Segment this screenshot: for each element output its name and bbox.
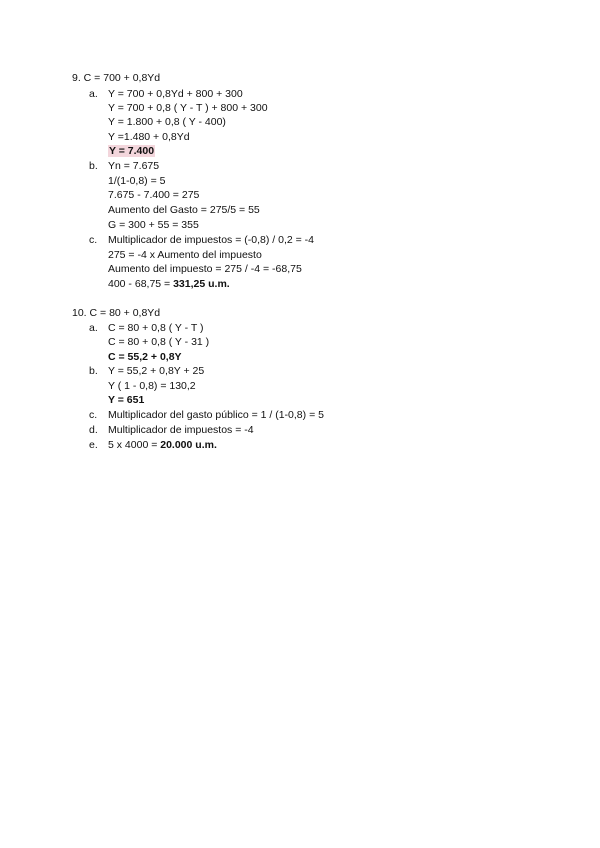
q9-b-line-3: 7.675 - 7.400 = 275 — [108, 189, 200, 201]
q9-c-line-3: Aumento del impuesto = 275 / -4 = -68,75 — [108, 263, 302, 275]
question-10-header: 10. C = 80 + 0,8Yd — [72, 307, 161, 319]
q10-b-result: Y = 651 — [108, 394, 145, 406]
q10-e-final-answer: 20.000 u.m. — [160, 439, 217, 451]
question-9-header: 9. C = 700 + 0,8Yd — [72, 72, 161, 84]
q10-c-line-1: Multiplicador del gasto público = 1 / (1-0,8) = 5 — [108, 409, 324, 421]
q10-b-line-2: Y ( 1 - 0,8) = 130,2 — [108, 380, 196, 392]
q10-e-line-1 — [108, 438, 217, 452]
q10-c-marker: c. — [89, 409, 98, 421]
q10-a-result: C = 55,2 + 0,8Y — [108, 351, 182, 363]
q9-a-marker: a. — [89, 88, 98, 100]
q9-a-result — [108, 144, 155, 158]
q9-b-marker: b. — [89, 160, 98, 172]
q10-b-line-1: Y = 55,2 + 0,8Y + 25 — [108, 365, 205, 377]
q9-c-marker: c. — [89, 234, 98, 246]
q9-b-line-4: Aumento del Gasto = 275/5 = 55 — [108, 204, 260, 216]
q10-d-line-1: Multiplicador de impuestos = -4 — [108, 424, 254, 436]
q10-a-marker: a. — [89, 322, 98, 334]
q9-a-line-2: Y = 700 + 0,8 ( Y - T ) + 800 + 300 — [108, 102, 268, 114]
q9-b-line-1: Yn = 7.675 — [108, 160, 160, 172]
q10-d-marker: d. — [89, 424, 98, 436]
q9-b-line-2: 1/(1-0,8) = 5 — [108, 175, 166, 187]
q10-a-line-2: C = 80 + 0,8 ( Y - 31 ) — [108, 336, 210, 348]
q9-a-line-3: Y = 1.800 + 0,8 ( Y - 400) — [108, 116, 226, 128]
q10-a-line-1: C = 80 + 0,8 ( Y - T ) — [108, 322, 204, 334]
q9-b-line-5: G = 300 + 55 = 355 — [108, 219, 199, 231]
q10-e-marker: e. — [89, 439, 98, 451]
q10-b-marker: b. — [89, 365, 98, 377]
q10-e-line-1-text: 5 x 4000 = — [108, 439, 161, 451]
q9-c-line-2: 275 = -4 x Aumento del impuesto — [108, 249, 262, 261]
q9-c-line-4 — [108, 277, 230, 291]
q9-c-line-4-text: 400 - 68,75 = — [108, 278, 174, 290]
q9-c-final-answer: 331,25 u.m. — [173, 278, 230, 290]
q9-a-line-1: Y = 700 + 0,8Yd + 800 + 300 — [108, 88, 243, 100]
q9-a-line-4: Y =1.480 + 0,8Yd — [108, 131, 190, 143]
q9-c-line-1: Multiplicador de impuestos = (-0,8) / 0,2 = -4 — [108, 234, 315, 246]
q9-a-result-highlight: Y = 7.400 — [109, 145, 155, 157]
